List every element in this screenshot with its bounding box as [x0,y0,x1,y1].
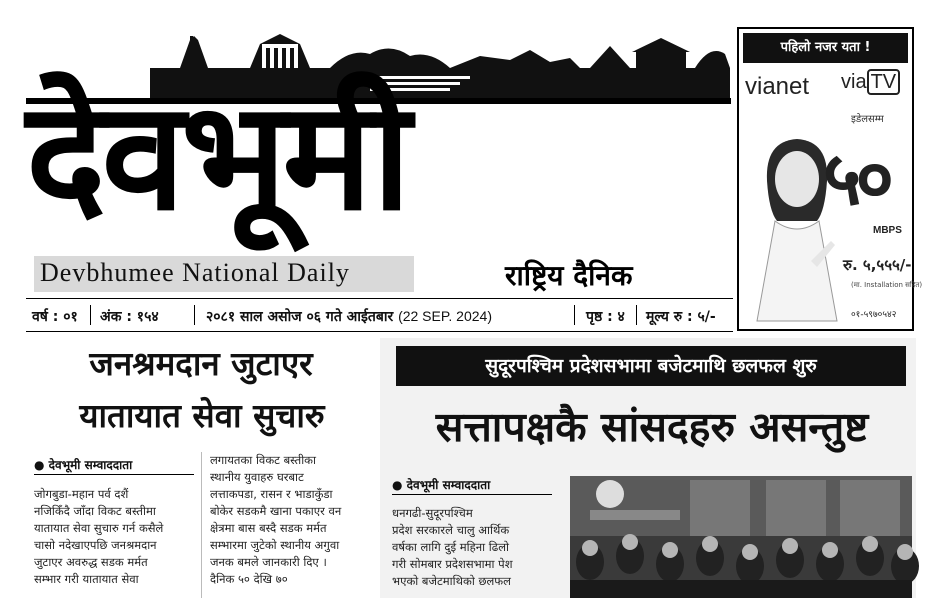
column-rule [201,452,202,598]
advertisement[interactable] [737,27,923,331]
left-story-column-1 [34,486,194,588]
text-line: सम्भारमा जुटेको स्थानीय अगुवा [210,538,340,552]
text-line: सम्भार गरी यातायात सेवा [34,572,139,586]
byline-rule [34,474,194,475]
text-line: यातायात सेवा सुचारु गर्न कसैले [34,521,164,535]
masthead [0,0,735,300]
text-line: लत्ताकपडा, रासन र भाडाकुँडा [210,487,333,501]
tagline: राष्ट्रिय दैनिक [505,259,633,292]
issue-date-english: (22 SEP. 2024) [398,308,492,324]
assembly-photo [570,476,912,598]
issue-date-nepali: २०८१ साल असोज ०६ गते आईतबार [206,309,394,325]
newspaper-title: देवभूमी [26,70,408,244]
ad-headline: पहिलो नजर यता ! [743,33,908,63]
ad-brand: vianet [745,73,810,100]
text-line: जुटाएर अवरुद्ध सडक मर्मत [34,555,148,569]
ad-speed: ५० [823,136,888,222]
ad-fine-print: (मा. Installation सहित) [851,281,923,289]
text-line: धनगढी-सुदूरपश्चिम [392,506,473,520]
right-headline: सत्तापक्षकै सांसदहरु असन्तुष्ट [435,403,869,451]
text-line: नजिकिँदै जाँदा विकट बस्तीमा [34,504,156,518]
text-line: बोकेर सडकमै खाना पकाएर वन [210,504,342,518]
ad-price: रु. ५,५५५/- [843,256,912,274]
ad-upto: इडेलसम्म [851,114,884,125]
english-name: Devbhumee National Daily [40,258,350,287]
ad-phone: ०१-५९७०५४२ [851,310,897,320]
text-line: गरी सोमबार प्रदेशसभामा पेश [392,557,513,571]
text-line: स्थानीय युवाहरु घरबाट [210,470,304,484]
assembly-photo-graphic [570,476,912,598]
ad-brand-tv [841,71,900,94]
text-line: वर्षका लागि दुई महिना ढिलो [392,540,510,554]
text-line: क्षेत्रमा बास बस्दै सडक मर्मत [210,521,327,535]
left-headline-line2: यातायात सेवा सुचारु [79,396,325,435]
ad-brand-tv-suffix: TV [867,69,901,95]
text-line: लगायतका विकट बस्तीका [210,453,316,467]
volume-number: वर्ष : ०१ [32,309,78,325]
text-line: दैनिक ५० देखि ७० [210,572,288,586]
text-line: भएको बजेटमाथिको छलफल [392,574,511,588]
text-line: जोगबुडा-महान पर्व दशैं [34,487,129,501]
right-byline: ● देवभूमी सम्वाददाता [392,478,491,492]
ad-brand-tv-prefix: via [841,71,867,93]
page-number: पृष्ठ : ४ [586,309,625,325]
text-line: चासो नदेखाएपछि जनश्रमदान [34,538,157,552]
text-line: प्रदेश सरकारले चालु आर्थिक [392,523,510,537]
ad-unit: MBPS [873,225,902,236]
right-story-column [392,505,552,590]
left-story-column-2 [210,452,378,588]
byline-rule [392,494,552,495]
issue-info-bar [26,298,733,332]
left-byline: ● देवभूमी सम्वाददाता [34,458,133,472]
divider [574,305,575,325]
divider [90,305,91,325]
left-headline-line1: जनश्रमदान जुटाएर [89,344,313,383]
text-line: जनक बमले जानकारी दिए । [210,555,327,569]
divider [194,305,195,325]
price: मूल्य रु : ५/- [646,309,716,325]
divider [636,305,637,325]
issue-number: अंक : १५४ [100,309,159,325]
issue-date [206,307,492,326]
right-kicker: सुदूरपश्चिम प्रदेशसभामा बजेटमाथि छलफल शुरु [396,346,906,386]
